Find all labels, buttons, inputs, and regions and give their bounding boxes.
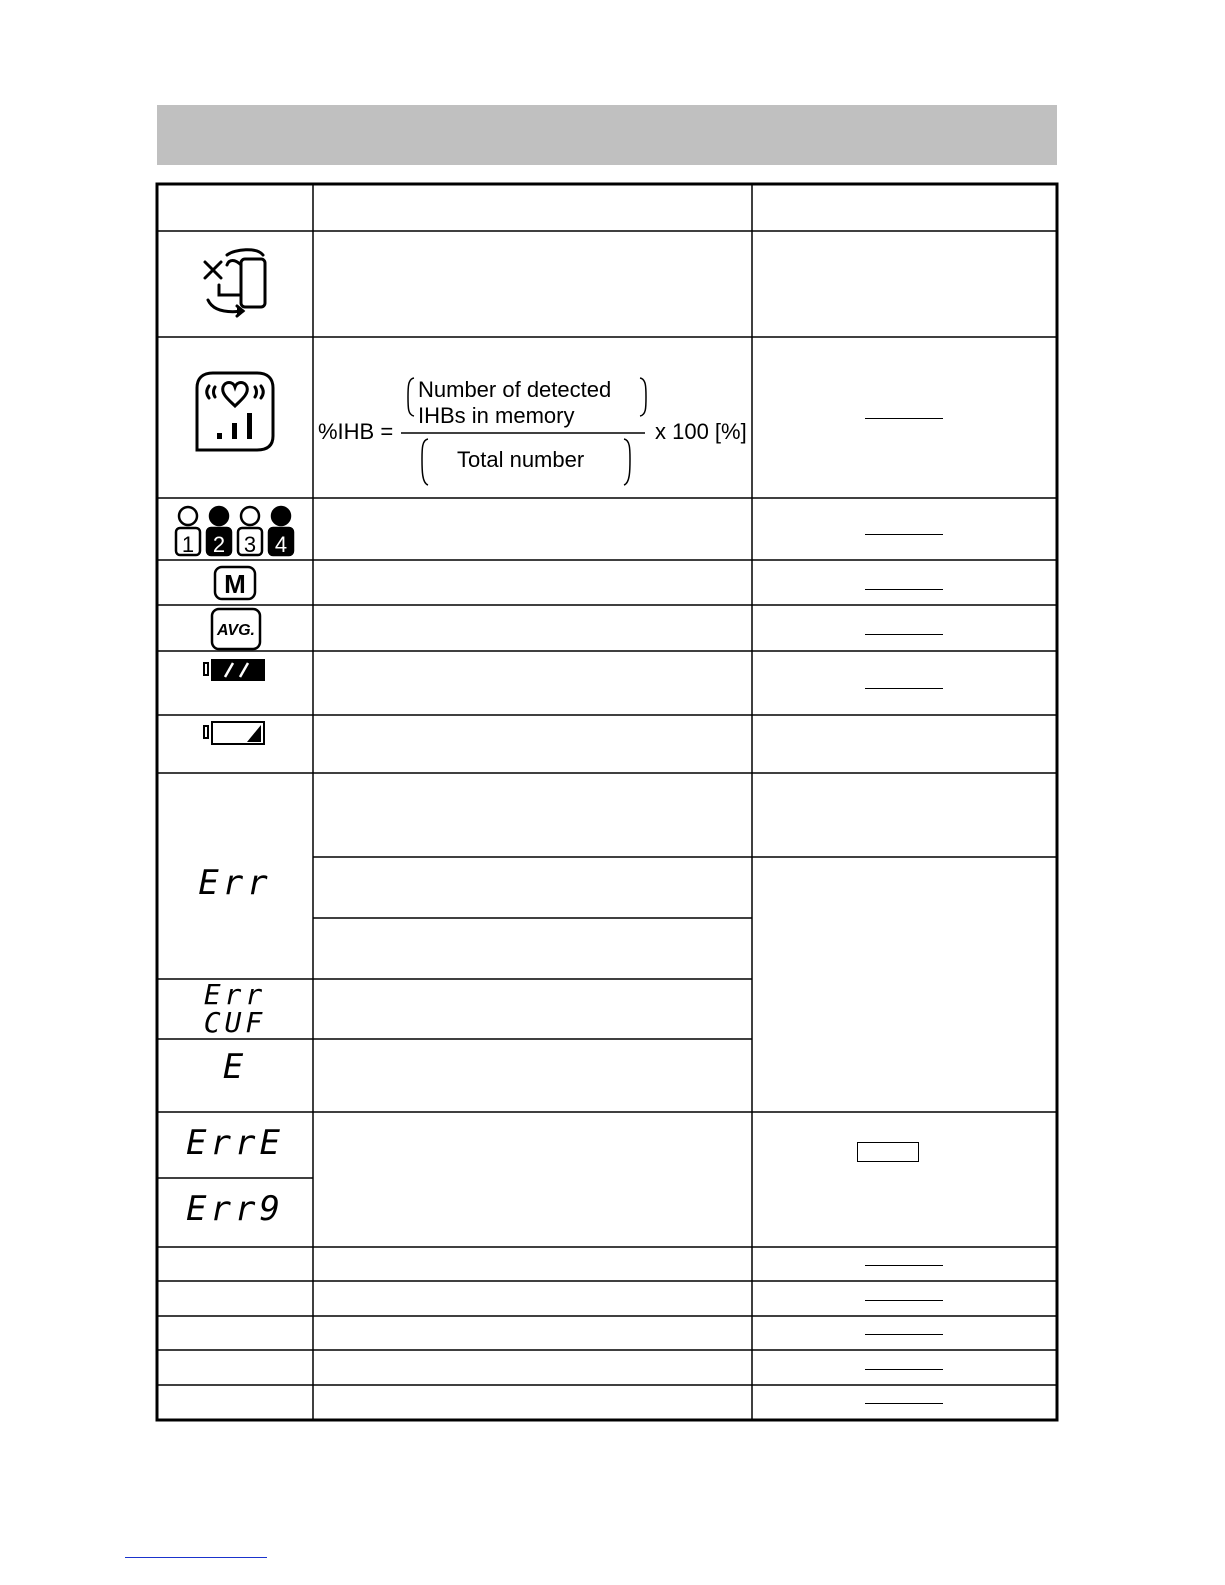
reference-underline [865,1334,943,1335]
memory-icon [213,565,257,601]
reference-underline [865,1403,943,1404]
user-select-icon [172,503,298,557]
cuff-wrap-icon [195,245,275,320]
reference-underline [865,634,943,635]
user-4-label: 4 [274,532,288,557]
ihb-heart-icon [193,370,277,455]
battery-low-icon [203,720,267,746]
battery-full-icon [203,657,267,683]
formula-brackets [313,337,752,498]
formula-numerator-line2: IHBs in memory [418,403,575,428]
reference-underline [865,534,943,535]
reference-underline [865,688,943,689]
reference-underline [865,589,943,590]
formula-numerator-line1: Number of detected [418,377,612,402]
error-code-e: E [222,1047,248,1087]
error-code-err: Err [198,863,272,903]
reference-underline [865,418,943,419]
error-code-err-9: Err9 [186,1189,284,1229]
reference-underline [865,1300,943,1301]
ihb-percentage-formula [313,337,752,498]
average-icon-label: AVG. [217,622,255,639]
footer-link-underline[interactable] [125,1557,267,1558]
user-1-label: 1 [181,532,195,557]
user-3-label: 3 [243,532,257,557]
reference-underline [865,1369,943,1370]
error-code-err-e: ErrE [186,1123,284,1163]
formula-lhs: %IHB = [318,419,394,444]
reference-underline [865,1265,943,1266]
reference-box [857,1142,919,1162]
average-icon [210,607,262,651]
formula-denominator: Total number [457,447,585,472]
formula-multiplier: x 100 [%] [655,419,747,444]
error-code-err-cuf: Err CUF [203,978,267,1039]
user-2-label: 2 [212,532,226,557]
memory-icon-letter: M [224,569,246,599]
